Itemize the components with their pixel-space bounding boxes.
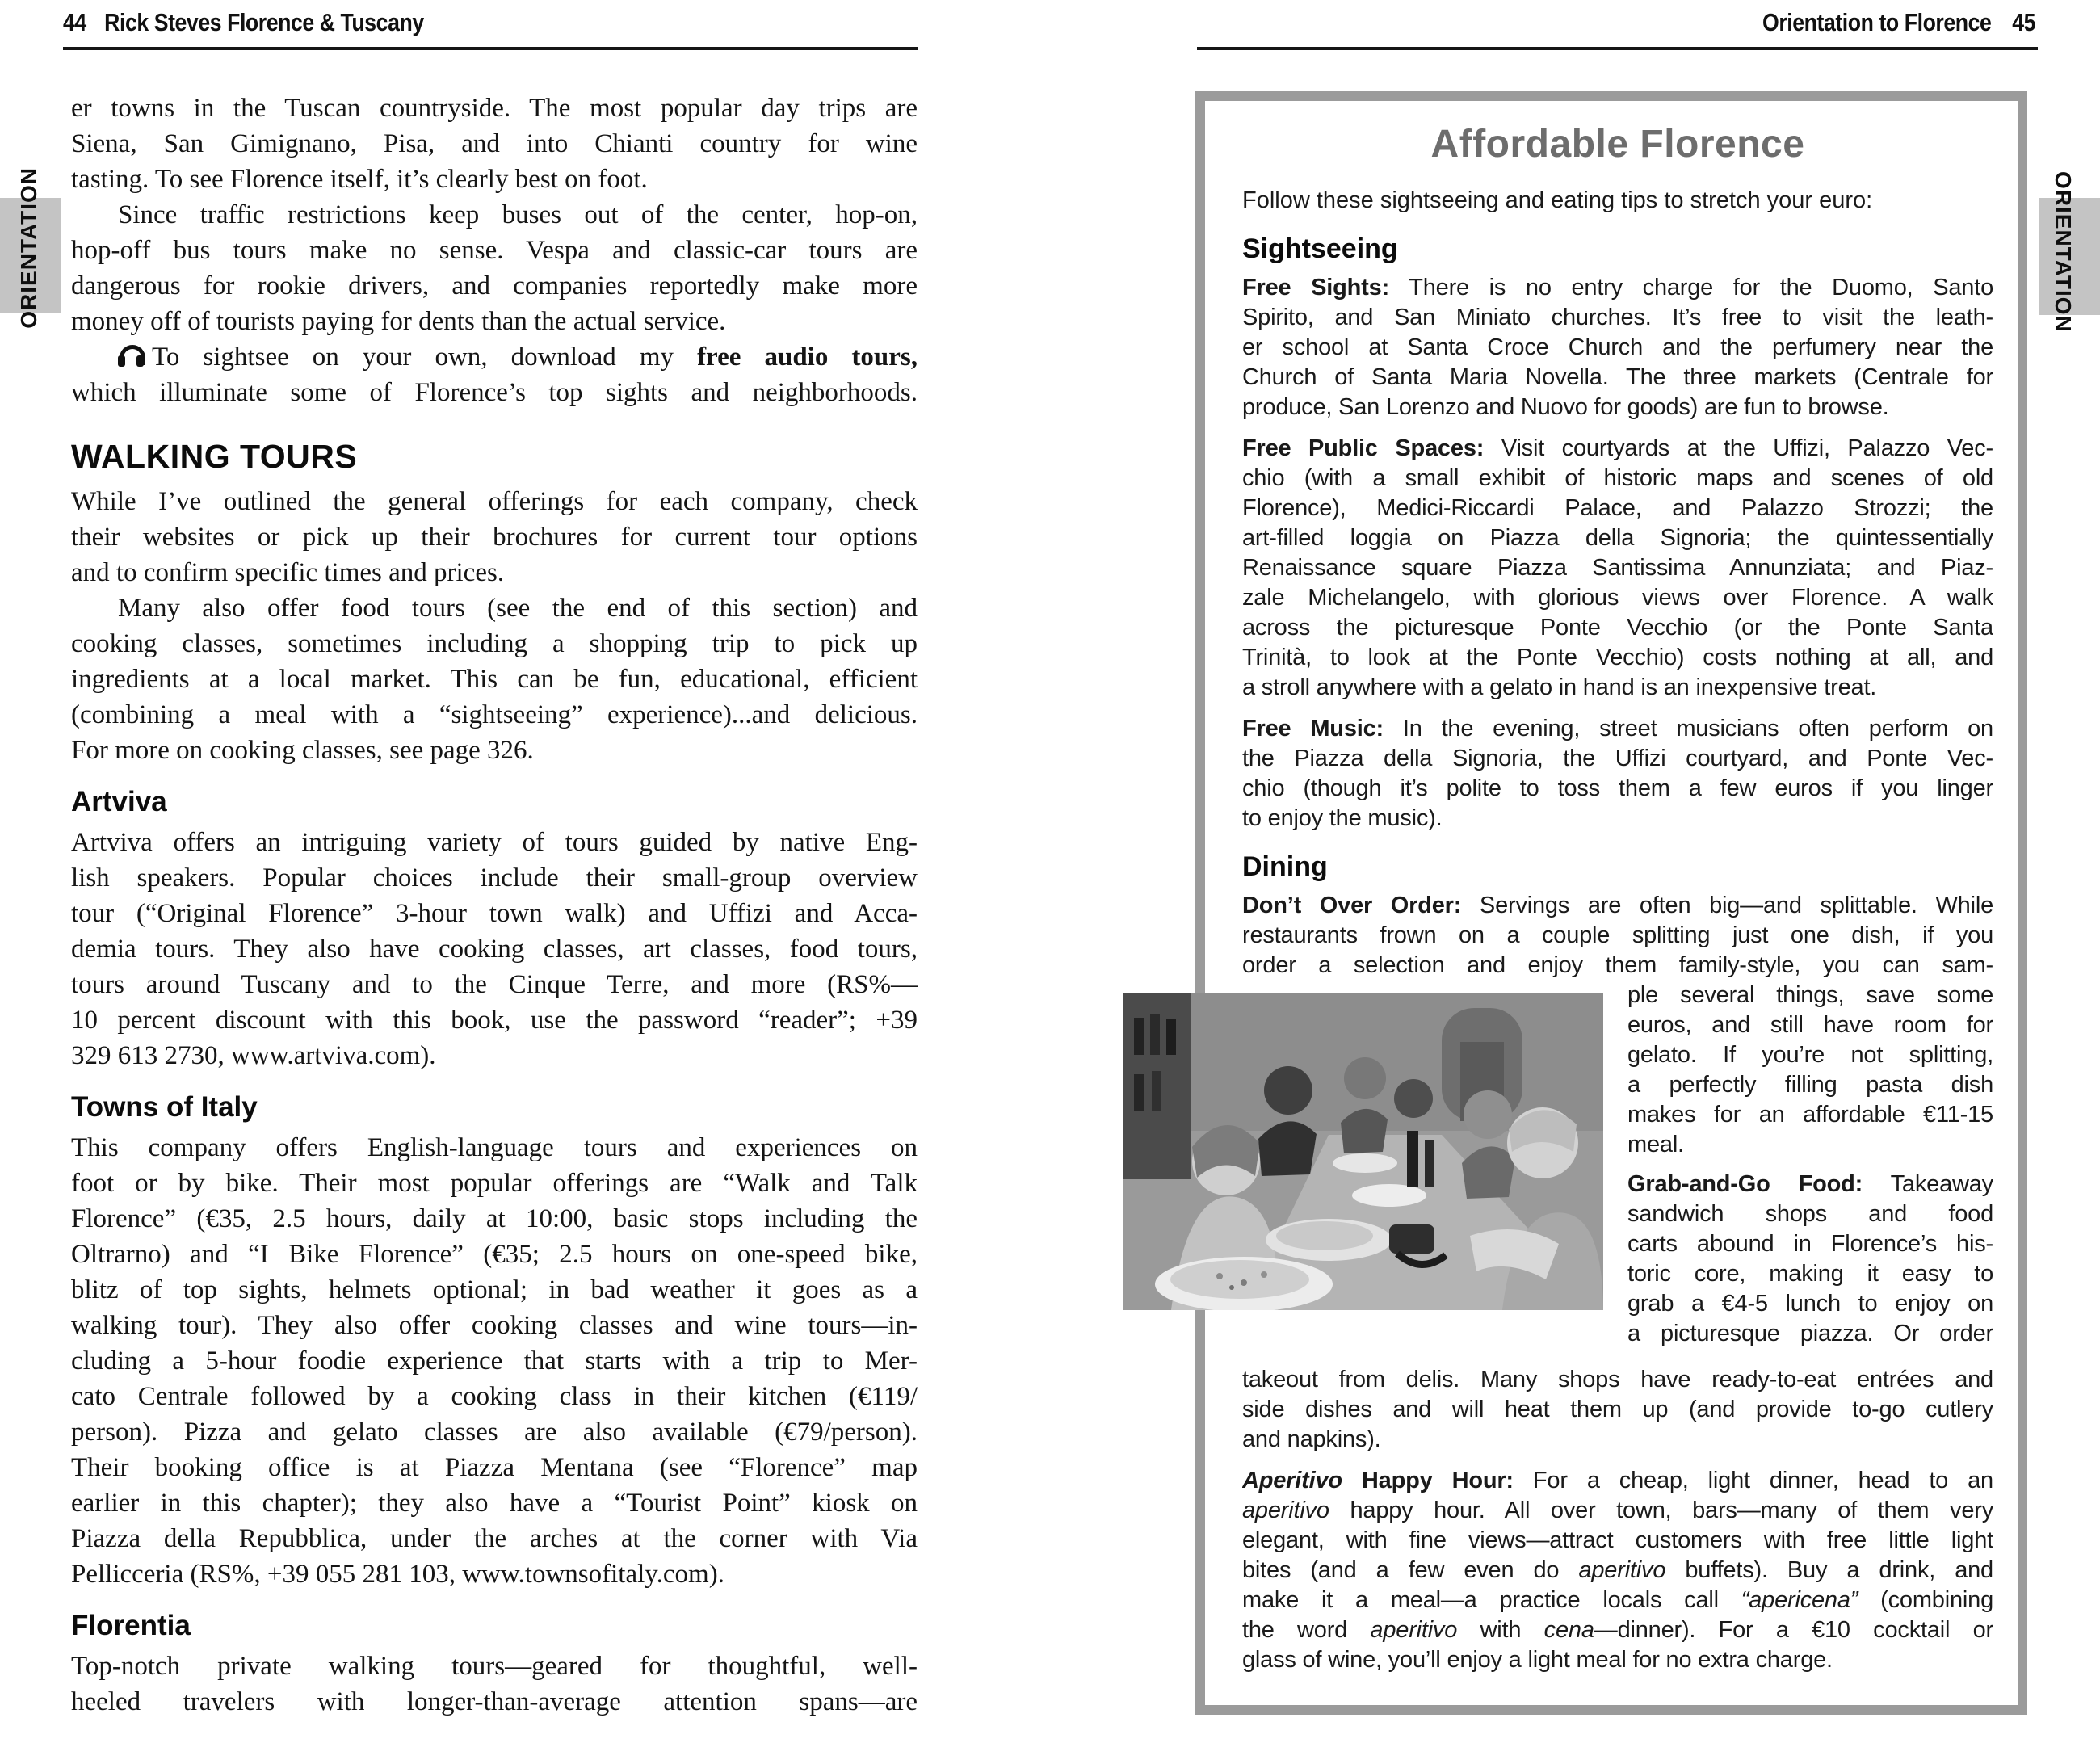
paragraph (71, 1130, 918, 1592)
text-line: earlier in this chapter); they also have a “Tourist Point” kiosk on (71, 1489, 918, 1518)
paragraph (71, 90, 918, 197)
section-heading: Florentia (71, 1610, 191, 1641)
text-line: euros, and still have room for (1628, 1012, 1993, 1038)
photo-text-wrap (1242, 981, 1993, 1354)
text-line: Their booking office is at Piazza Mentana (see “Florence” map (71, 1453, 918, 1482)
text-line: foot or by bike. Their most popular offerings are “Walk and Talk (71, 1169, 918, 1198)
text-line: Piazza della Repubblica, under the arches at the corner with Via (71, 1524, 918, 1553)
text-line: aperitivo happy hour. All over town, bars—many of them very (1242, 1497, 1993, 1523)
section-heading: WALKING TOURS (71, 438, 358, 475)
right-header-rule (1197, 47, 2038, 50)
text-line: Aperitivo Happy Hour: For a cheap, light dinner, head to an (1242, 1468, 1993, 1493)
text-line: Spirito, and San Miniato churches. It’s free to visit the leath- (1242, 305, 1993, 330)
dining-photo-illustration (1123, 993, 1603, 1310)
paragraph (1242, 434, 1993, 703)
text-line: a stroll anywhere with a gelato in hand is an inexpensive treat. (1242, 674, 1877, 700)
paragraph (71, 339, 918, 410)
text-line: toric core, making it easy to (1628, 1261, 1993, 1287)
text-line: Florence” (€35, 2.5 hours, daily at 10:00, basic stops including the (71, 1204, 918, 1233)
paragraph (1242, 714, 1993, 834)
text-line: 329 613 2730, www.artviva.com). (71, 1041, 436, 1070)
paragraph (71, 484, 918, 590)
text-line: order a selection and enjoy them family-style, you can sam- (1242, 952, 1993, 978)
text-line: elegant, with fine views—attract customers with free little light (1242, 1527, 1993, 1553)
text-line: across the picturesque Ponte Vecchio (or the Ponte Santa (1242, 615, 1993, 641)
sidebar-title: Affordable Florence (1430, 123, 1805, 166)
text-line: Free Sights: There is no entry charge for the Duomo, Santo (1242, 275, 1993, 300)
text-line: 10 percent discount with this book, use the password “reader”; +39 (71, 1006, 918, 1035)
text-line: Free Public Spaces: Visit courtyards at the Uffizi, Palazzo Vec- (1242, 435, 1993, 461)
left-margin-tab-label: ORIENTATION (16, 167, 41, 329)
text-line: their websites or pick up their brochures for current tour options (71, 523, 918, 552)
text-line: zale Michelangelo, with glorious views over Florence. A walk (1242, 585, 1993, 611)
text-line: side dishes and will heat them up (and provide to-go cutlery (1242, 1397, 1993, 1422)
paragraph (71, 590, 918, 768)
affordable-florence-sidebar (1195, 91, 2027, 1715)
text-line: chio (with a small exhibit of historic maps and scenes of old (1242, 465, 1993, 491)
left-header-title: Rick Steves Florence & Tuscany (104, 8, 424, 36)
text-line: cato Centrale followed by a cooking class in their kitchen (€119/ (71, 1382, 918, 1411)
text-line: hop-off bus tours make no sense. Vespa and classic-car tours are (71, 236, 918, 265)
text-line: and to confirm specific times and prices. (71, 558, 505, 587)
text-line: ingredients at a local market. This can be fun, educational, efficient (71, 665, 918, 694)
text-line: the word aperitivo with cena—dinner). For a €10 cocktail or (1242, 1617, 1993, 1643)
text-line: tasting. To see Florence itself, it’s clearly best on foot. (71, 165, 648, 194)
paragraph (71, 825, 918, 1073)
section-heading: Dining (1242, 851, 1328, 882)
text-line: heeled travelers with longer-than-average attention spans—are (71, 1687, 918, 1716)
headphones-icon (118, 344, 145, 367)
text-line: To sightsee on your own, download my free audio tours, (71, 339, 918, 375)
paragraph (71, 197, 918, 339)
text-line: Pellicceria (RS%, +39 055 281 103, www.townsofitaly.com). (71, 1560, 724, 1589)
text-line: Siena, San Gimignano, Pisa, and into Chianti country for wine (71, 129, 918, 158)
text-line: Renaissance square Piazza Santissima Annunziata; and Piaz- (1242, 555, 1993, 581)
text-line: Don’t Over Order: Servings are often big—and splittable. While (1242, 893, 1993, 918)
text-line: er school at Santa Croce Church and the perfumery near the (1242, 334, 1993, 360)
right-running-header (1718, 8, 2035, 37)
right-header-title: Orientation to Florence (1762, 8, 1992, 36)
text-line: gelato. If you’re not splitting, (1628, 1042, 1993, 1068)
text-line: lish speakers. Popular choices include their small-group overview (71, 863, 918, 893)
section-heading: Towns of Italy (71, 1091, 258, 1123)
text-line: sandwich shops and food (1628, 1201, 1993, 1227)
wrapped-text-column (1628, 981, 1993, 1349)
text-line: (combining a meal with a “sightseeing” experience)...and delicious. (71, 700, 918, 729)
text-line: While I’ve outlined the general offerings for each company, check (71, 487, 918, 516)
left-header-rule (63, 47, 918, 50)
text-line: takeout from delis. Many shops have ready-to-eat entrées and (1242, 1367, 1993, 1392)
left-running-header (63, 8, 482, 37)
text-line: Top-notch private walking tours—geared for thoughtful, well- (71, 1652, 918, 1681)
dining-photo (1123, 993, 1603, 1310)
text-line: Artviva offers an intriguing variety of tours guided by native Eng- (71, 828, 918, 857)
paragraph (1242, 1466, 1993, 1675)
text-line: Florence), Medici-Riccardi Palace, and Palazzo Strozzi; the (1242, 495, 1993, 521)
left-page-number: 44 (63, 8, 86, 36)
text-line: cluding a 5-hour foodie experience that starts with a trip to Mer- (71, 1346, 918, 1376)
text-line: the Piazza della Signoria, the Uffizi courtyard, and Ponte Vec- (1242, 746, 1993, 771)
text-line: art-filled loggia on Piazza della Signoria; the quintessentially (1242, 525, 1993, 551)
text-line: blitz of top sights, helmets optional; in bad weather it goes as a (71, 1275, 918, 1304)
text-line: carts abound in Florence’s his- (1628, 1231, 1993, 1257)
text-line: Many also offer food tours (see the end of this section) and (118, 594, 918, 623)
text-line: Since traffic restrictions keep buses out of the center, hop-on, (118, 200, 918, 229)
paragraph (1242, 1365, 1993, 1455)
text-line: Free Music: In the evening, street musicians often perform on (1242, 716, 1993, 741)
text-line: dangerous for rookie drivers, and companies reportedly make more (71, 271, 918, 300)
text-line: restaurants frown on a couple splitting just one dish, if you (1242, 922, 1993, 948)
text-line: a perfectly filling pasta dish (1628, 1072, 1993, 1098)
text-line: which illuminate some of Florence’s top sights and neighborhoods. (71, 378, 918, 407)
text-line: walking tour). They also offer cooking classes and wine tours—in- (71, 1311, 918, 1340)
text-line: grab a €4-5 lunch to enjoy on (1628, 1291, 1993, 1317)
text-line: ple several things, save some (1628, 982, 1993, 1008)
paragraph (71, 1649, 918, 1720)
right-page-number: 45 (2012, 8, 2035, 36)
right-margin-tab-label: ORIENTATION (2051, 171, 2076, 333)
sidebar-body (1242, 233, 1993, 1675)
text-line: a picturesque piazza. Or order (1628, 1321, 1993, 1346)
sidebar-intro: Follow these sightseeing and eating tips to stretch your euro: (1242, 187, 1873, 213)
text-line: meal. (1628, 1132, 1684, 1157)
section-heading: Artviva (71, 786, 167, 817)
text-line: Oltrarno) and “I Bike Florence” (€35; 2.5 hours on one-speed bike, (71, 1240, 918, 1269)
text-line: tours around Tuscany and to the Cinque Terre, and more (RS%— (71, 970, 918, 999)
text-line: er towns in the Tuscan countryside. The most popular day trips are (71, 94, 918, 123)
left-page-body (71, 90, 918, 1720)
text-line: to enjoy the music). (1242, 805, 1443, 831)
text-line: Trinità, to look at the Ponte Vecchio) costs nothing at all, and (1242, 645, 1993, 670)
text-line: Grab-and-Go Food: Takeaway (1628, 1171, 1993, 1197)
text-line: tour (“Original Florence” 3-hour town walk) and Uffizi and Acca- (71, 899, 918, 928)
text-line: make it a meal—a practice locals call “apericena” (combining (1242, 1587, 1993, 1613)
text-line: makes for an affordable €11-15 (1628, 1102, 1993, 1128)
text-line: person). Pizza and gelato classes are also available (€79/person). (71, 1418, 918, 1447)
text-line: Church of Santa Maria Novella. The three markets (Centrale for (1242, 364, 1993, 390)
text-line: demia tours. They also have cooking classes, art classes, food tours, (71, 935, 918, 964)
text-line: glass of wine, you’ll enjoy a light meal for no extra charge. (1242, 1647, 1833, 1673)
paragraph (1242, 273, 1993, 422)
paragraph (1242, 891, 1993, 981)
text-line: money off of tourists paying for dents than the actual service. (71, 307, 726, 336)
text-line: This company offers English-language tours and experiences on (71, 1133, 918, 1162)
text-line: For more on cooking classes, see page 326. (71, 736, 534, 765)
text-line: chio (though it’s polite to toss them a few euros if you linger (1242, 775, 1993, 801)
text-line: produce, San Lorenzo and Nuovo for goods) are fun to browse. (1242, 394, 1889, 420)
text-line: bites (and a few even do aperitivo buffets). Buy a drink, and (1242, 1557, 1993, 1583)
text-line: and napkins). (1242, 1426, 1381, 1452)
text-line: cooking classes, sometimes including a shopping trip to pick up (71, 629, 918, 658)
section-heading: Sightseeing (1242, 233, 1398, 264)
